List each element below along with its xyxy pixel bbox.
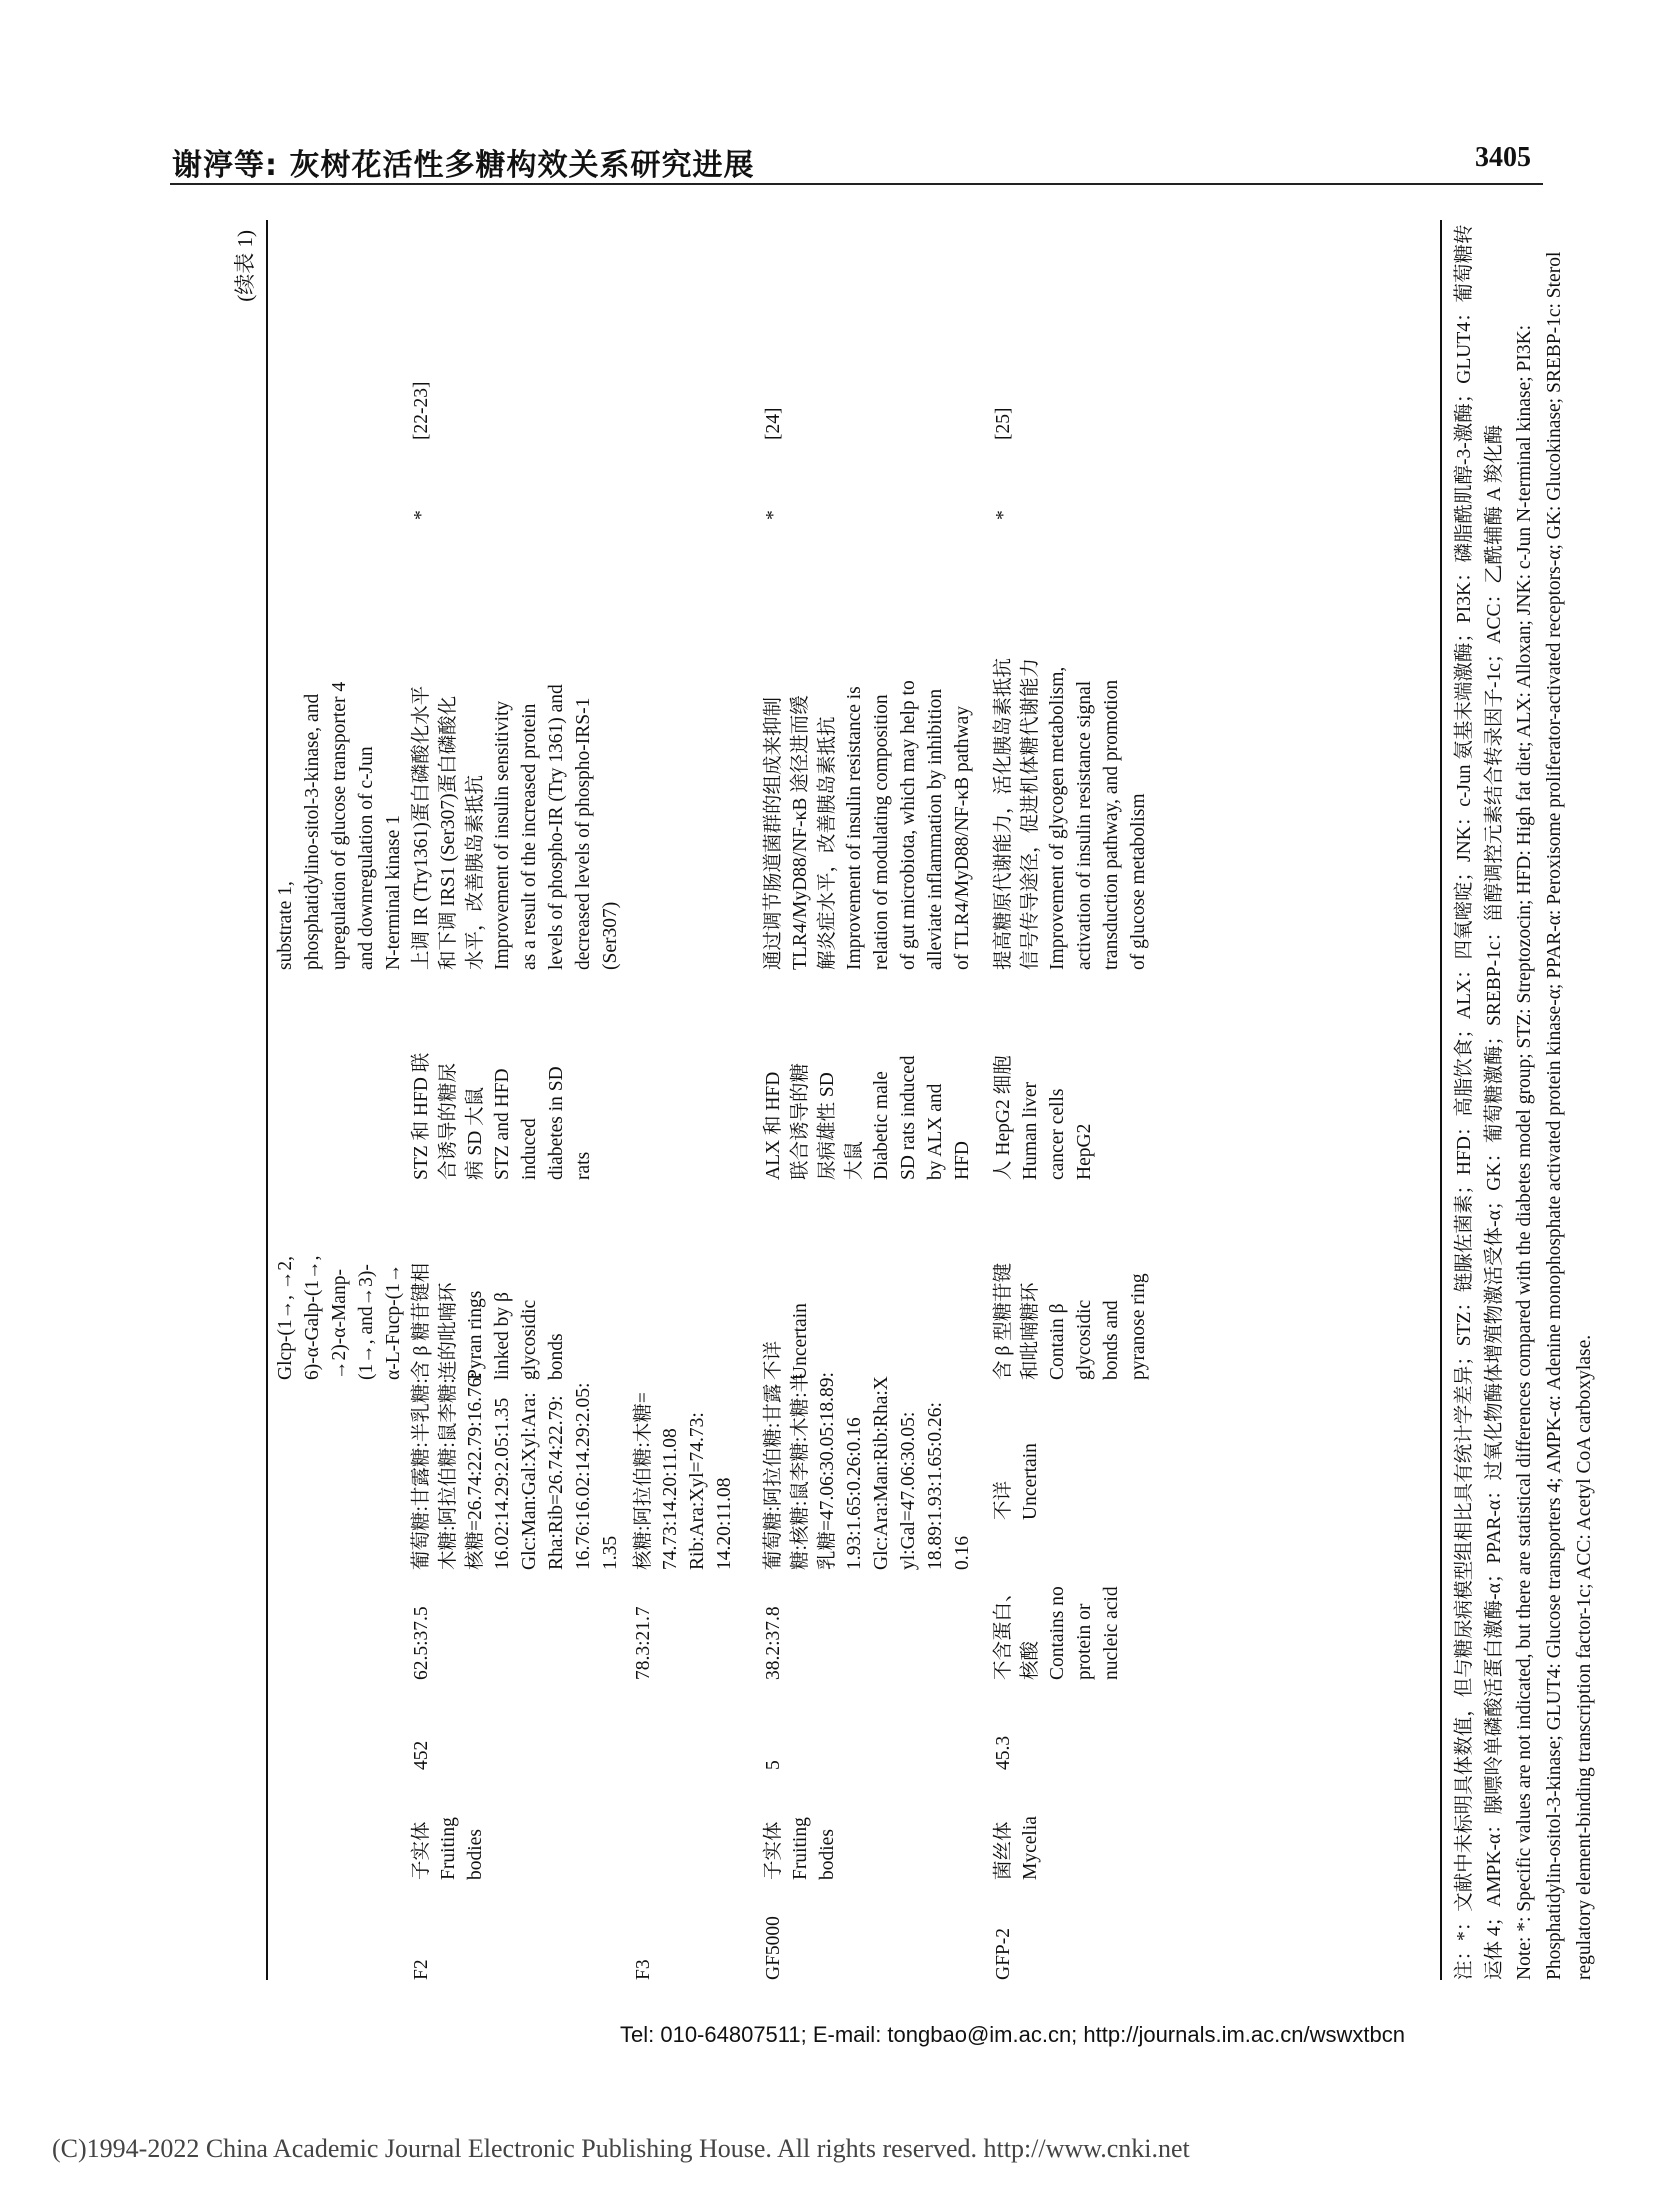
text-line: Contains no — [1047, 1586, 1068, 1680]
data-table — [233, 220, 1595, 1980]
text-line: 不含蛋白、 — [993, 1582, 1014, 1680]
row-effect — [760, 530, 976, 970]
text-line: Uncertain — [1020, 1443, 1041, 1520]
text-line: nucleic acid — [1101, 1586, 1122, 1680]
text-line: (Ser307) — [600, 901, 621, 970]
text-line: activation of insulin resistance signal — [1074, 680, 1095, 970]
text-line: STZ and HFD — [492, 1068, 513, 1180]
text-line: 和下调 IRS1 (Ser307)蛋白磷酸化 — [438, 695, 459, 970]
copyright-notice: (C)1994-2022 China Academic Journal Electronic Publishing House. All rights reserved. http://www.cnki.net — [52, 2134, 1190, 2163]
text-line: Improvement of insulin sensitivity — [492, 700, 513, 970]
notes-chinese: 注：*：文献中未标明具体数值，但与糖尿病模型组相比具有统计学差异；STZ：链脲佐菌素；HFD：高脂饮食；ALX：四氧嘧啶；JNK：c-Jun 氨基末端激酶；PI3K：磷脂酰肌醇-3-激酶；GLUT4：葡萄糖转运体 4；AMPK-α：腺嘌呤单磷酸活蛋白激酶-α；PPAR-α：过氧化物酶体增殖物激活受体-α；GK：葡萄糖激酶；SREBP-1c：甾醇调控元素结合转录因子-1c；ACC：乙酰辅酶 A 羧化酶 — [1454, 224, 1505, 1980]
text-line: 不详 — [763, 1340, 784, 1380]
text-line: relation of modulating composition — [871, 694, 892, 970]
row-model — [408, 980, 597, 1180]
rotated-table-region — [233, 220, 1595, 1980]
text-line: decreased levels of phospho-IRS-1 — [573, 697, 594, 970]
row-mw: 5 — [763, 1760, 784, 1770]
text-line: Pyran rings — [465, 1290, 486, 1380]
text-line: Improvement of glycogen metabolism, — [1047, 666, 1068, 970]
text-line: Contain β — [1047, 1303, 1068, 1380]
notes-english: Note: *: Specific values are not indicated, but there are statistical differences compared with the diabetes model group; STZ: Streptozocin; HFD: High fat diet; ALX: Alloxan; JNK: c-Jun N-terminal kinase; PI3K: Phosphatidylin-ositol-3-kinase; GLUT4: Glucose transporters 4; AMPK-α: Adenine monophosphate activated protein kinase-α; PPAR-α: Peroxisome proliferator-activated receptors-α; GK: Glucokinase; SREBP-1c: Sterol regulatory element-binding transcription factor-1c; ACC: Acetyl CoA carboxylase. — [1514, 251, 1595, 1980]
row-name: GF5000 — [763, 1916, 784, 1980]
text-line: 子实体 — [411, 1821, 432, 1880]
text-line: Glc:Ara:Man:Rib:Rha:X — [871, 1376, 892, 1570]
table-bottom-rule — [1440, 220, 1442, 1980]
text-line: linked by β — [492, 1292, 513, 1380]
text-line: 14.20:11.08 — [714, 1477, 735, 1570]
text-line: phosphatidylino-sitol-3-kinase, and — [302, 693, 323, 970]
text-line: α-L-Fucp-(1→ — [383, 1263, 404, 1380]
text-line: Mycelia — [1020, 1816, 1041, 1880]
row-ratio: 62.5:37.5 — [411, 1606, 432, 1680]
text-line: 尿病雄性 SD — [817, 1072, 838, 1180]
text-line: Fruiting — [438, 1817, 459, 1880]
significance-mark: * — [993, 510, 1014, 520]
text-line: bonds and — [1101, 1300, 1122, 1380]
text-line: 18.89:1.93:1.65:0.26: — [925, 1402, 946, 1570]
text-line: 核酸 — [1020, 1640, 1041, 1680]
row-effect — [408, 530, 624, 970]
text-line: levels of phospho-IR (Try 1361) and — [546, 684, 567, 970]
row-ref: [25] — [993, 407, 1014, 440]
text-line: 不详 — [993, 1480, 1014, 1520]
row-name: GFP-2 — [993, 1927, 1014, 1980]
text-line: Fruiting — [790, 1817, 811, 1880]
text-line: Diabetic male — [871, 1071, 892, 1180]
row-monosaccharide — [990, 1380, 1044, 1520]
journal-contact: Tel: 010-64807511; E-mail: tongbao@im.ac.cn; http://journals.im.ac.cn/wswxtbcn — [620, 2022, 1405, 2047]
row-source — [990, 1780, 1044, 1880]
text-line: Human liver — [1020, 1081, 1041, 1180]
text-line: N-terminal kinase 1 — [383, 815, 404, 970]
text-line: Uncertain — [790, 1303, 811, 1380]
row-mw: 452 — [411, 1740, 432, 1770]
text-line: Rib:Ara:Xyl=74.73: — [687, 1412, 708, 1570]
text-line: (1→, and→3)- — [356, 1264, 377, 1380]
text-line: 糖:核糖:鼠李糖:木糖:半 — [790, 1372, 811, 1570]
text-line: transduction pathway, and promotion — [1101, 679, 1122, 970]
text-line: protein or — [1074, 1603, 1095, 1680]
text-line: cancer cells — [1047, 1088, 1068, 1180]
running-header-title: 谢渟等: 灰树花活性多糖构效关系研究进展 — [172, 148, 755, 183]
row-linkage — [760, 1210, 814, 1380]
text-line: 16.76:16.02:14.29:2.05: — [573, 1382, 594, 1570]
row-name: F2 — [411, 1959, 432, 1980]
text-line: Glc:Man:Gal:Xyl:Ara: — [519, 1392, 540, 1570]
composition-continuation-end — [380, 1210, 407, 1380]
text-line: TLR4/MyD88/NF-κB 途径进而缓 — [790, 695, 811, 970]
text-line: alleviate inflammation by inhibition — [925, 688, 946, 970]
effect-continuation — [272, 550, 380, 970]
text-line: glycosidic — [1074, 1299, 1095, 1380]
text-line: glycosidic — [519, 1299, 540, 1380]
text-line: 通过调节肠道菌群的组成来抑制 — [763, 696, 784, 970]
text-line: bodies — [817, 1829, 838, 1880]
text-line: 上调 IR (Try1361)蛋白磷酸化水平 — [411, 685, 432, 970]
text-line: substrate 1, — [275, 881, 296, 970]
text-line: 0.16 — [952, 1535, 973, 1570]
text-line: 信号传导途径，促进机体糖代谢能力 — [1020, 657, 1041, 970]
row-monosaccharide — [630, 1370, 738, 1570]
text-line: 和吡喃糖环 — [1020, 1282, 1041, 1380]
text-line: 水平，改善胰岛素抵抗 — [465, 774, 486, 970]
text-line: 病 SD 大鼠 — [465, 1086, 486, 1180]
header-rule — [170, 183, 1543, 185]
row-linkage — [990, 1210, 1152, 1380]
text-line: of glucose metabolism — [1128, 793, 1149, 970]
text-line: 葡萄糖:阿拉伯糖:甘露 — [763, 1383, 784, 1570]
text-line: 含 β 糖苷键相 — [411, 1262, 432, 1380]
text-line: 1.93:1.65:0.26:0.16 — [844, 1417, 865, 1570]
text-line: 解炎症水平，改善胰岛素抵抗 — [817, 716, 838, 970]
text-line: Rha:Rib=26.74:22.79: — [546, 1395, 567, 1570]
text-line: as a result of the increased protein — [519, 703, 540, 970]
text-line: upregulation of glucose transporter 4 — [329, 681, 350, 970]
row-monosaccharide — [408, 1370, 624, 1570]
text-line: and downregulation of c-Jun — [356, 746, 377, 970]
text-line: 联合诱导的糖 — [790, 1062, 811, 1180]
row-mw: 45.3 — [993, 1735, 1014, 1770]
row-name: F3 — [633, 1959, 654, 1980]
text-line: 子实体 — [763, 1821, 784, 1880]
text-line: 6)-α-Galp-(1→, — [302, 1255, 323, 1380]
text-line: 提高糖原代谢能力，活化胰岛素抵抗 — [993, 657, 1014, 970]
text-line: 木糖:阿拉伯糖:鼠李糖: — [438, 1378, 459, 1570]
effect-continuation-end — [380, 550, 407, 970]
text-line: →2)-α-Manp- — [329, 1269, 350, 1380]
text-line: 连的吡喃环 — [438, 1282, 459, 1380]
table-notes — [1450, 220, 1600, 1980]
text-line: pyranose ring — [1128, 1273, 1149, 1380]
row-ratio: 78.3:21.7 — [633, 1606, 654, 1680]
row-protein — [990, 1530, 1125, 1680]
text-line: STZ 和 HFD 联 — [411, 1052, 432, 1180]
text-line: of TLR4/MyD88/NF-κB pathway — [952, 705, 973, 970]
row-linkage — [408, 1210, 570, 1380]
row-model — [760, 980, 976, 1180]
text-line: 16.02:14.29:2.05:1.35 — [492, 1397, 513, 1570]
text-line: yl:Gal=47.06:30.05: — [898, 1411, 919, 1570]
text-line: 核糖:阿拉伯糖:木糖= — [633, 1392, 654, 1570]
row-ratio: 38.2:37.8 — [763, 1606, 784, 1680]
text-line: bonds — [546, 1333, 567, 1380]
text-line: HepG2 — [1074, 1123, 1095, 1180]
text-line: 人 HepG2 细胞 — [993, 1055, 1014, 1180]
table-top-rule — [266, 220, 268, 1980]
text-line: Glcp-(1→, →2, — [275, 1255, 296, 1380]
text-line: Improvement of insulin resistance is — [844, 686, 865, 970]
text-line: 核糖=26.74:22.79:16.76: — [465, 1372, 486, 1570]
page-number: 3405 — [1475, 142, 1531, 173]
text-line: SD rats induced — [898, 1055, 919, 1180]
text-line: HFD — [952, 1140, 973, 1180]
composition-continuation — [272, 1210, 380, 1380]
text-line: 含 β 型糖苷键 — [993, 1262, 1014, 1380]
text-line: induced — [519, 1118, 540, 1180]
text-line: diabetes in SD — [546, 1066, 567, 1180]
text-line: bodies — [465, 1829, 486, 1880]
text-line: 合诱导的糖尿 — [438, 1062, 459, 1180]
text-line: 葡萄糖:甘露糖:半乳糖: — [411, 1378, 432, 1570]
text-line: 菌丝体 — [993, 1821, 1014, 1880]
text-line: ALX 和 HFD — [763, 1071, 784, 1180]
row-model — [990, 980, 1098, 1180]
row-source — [408, 1780, 489, 1880]
row-source — [760, 1780, 841, 1880]
text-line: 1.35 — [600, 1535, 621, 1570]
continued-label: (续表 1) — [233, 230, 257, 302]
text-line: 大鼠 — [844, 1140, 865, 1180]
text-line: rats — [573, 1151, 594, 1180]
text-line: 74.73:14.20:11.08 — [660, 1428, 681, 1570]
row-monosaccharide — [760, 1370, 976, 1570]
text-line: by ALX and — [925, 1083, 946, 1180]
text-line: of gut microbiota, which may help to — [898, 680, 919, 970]
significance-mark: * — [763, 510, 784, 520]
row-ref: [22-23] — [411, 381, 432, 440]
row-effect — [990, 530, 1152, 970]
text-line: 乳糖=47.06:30.05:18.89: — [817, 1372, 838, 1570]
significance-mark: * — [411, 510, 432, 520]
row-ref: [24] — [763, 407, 784, 440]
